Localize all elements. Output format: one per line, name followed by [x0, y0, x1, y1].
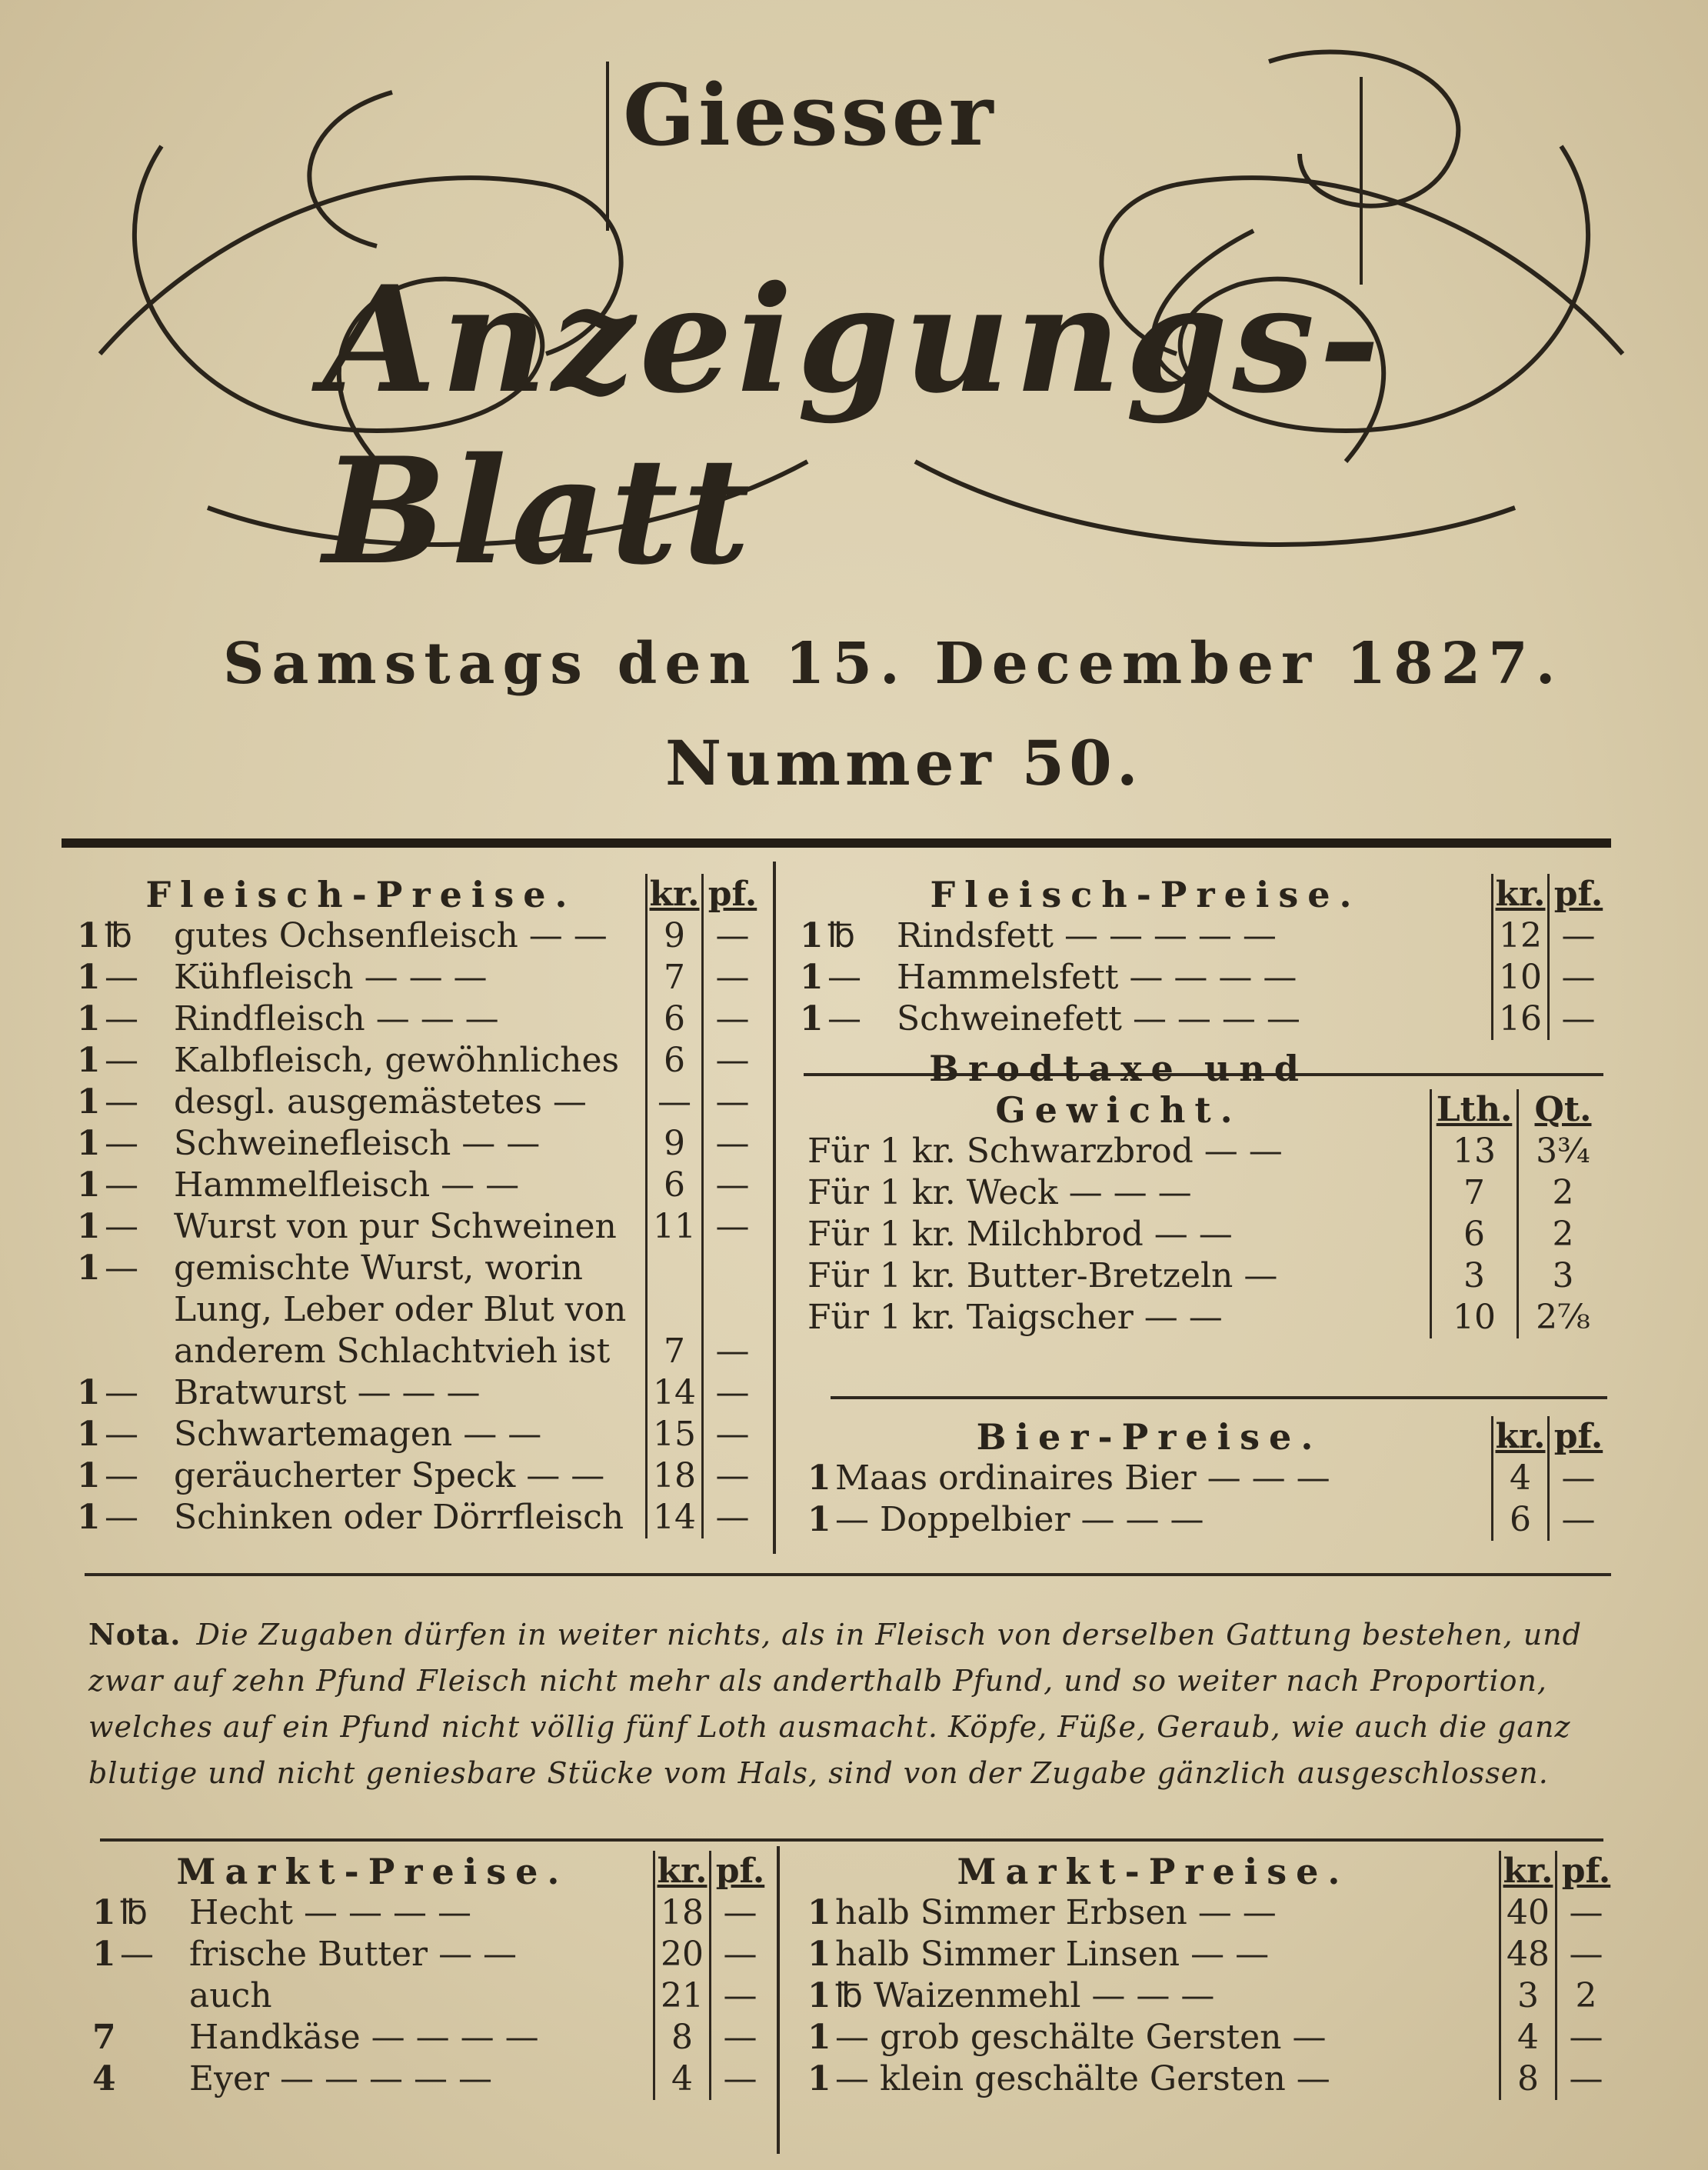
- row-weight-qt: 2: [1517, 1214, 1607, 1255]
- column-header-pf: pf.: [1547, 1416, 1607, 1458]
- table-row: [77, 1248, 761, 1289]
- column-header-kr: kr.: [1499, 1851, 1555, 1892]
- row-price-kr: 16: [1491, 998, 1547, 1040]
- market-prices-right-table: [807, 1846, 1615, 2100]
- table-row: [77, 998, 761, 1040]
- row-quantity: 1: [800, 999, 824, 1038]
- table-row: [77, 915, 761, 957]
- row-price-pf: [701, 1248, 761, 1289]
- column-header-pf: pf.: [701, 874, 761, 915]
- row-price-kr: 15: [645, 1414, 701, 1455]
- row-description: — klein geschälte Gersten —: [835, 2059, 1330, 2098]
- row-price-kr: 4: [653, 2058, 709, 2100]
- row-description: Schweinefleisch — —: [174, 1124, 541, 1163]
- row-price-pf: —: [701, 1082, 761, 1123]
- row-description: Lung, Leber oder Blut von: [174, 1290, 627, 1329]
- row-price-pf: —: [701, 957, 761, 998]
- table-heading: Bier-Preise.: [976, 1416, 1323, 1458]
- table-row: [807, 1255, 1607, 1297]
- row-description: Kalbfleisch, gewöhnliches: [174, 1041, 620, 1080]
- row-description: Hammelsfett — — — —: [897, 958, 1297, 997]
- row-price-pf: —: [701, 915, 761, 957]
- table-row: [807, 1975, 1615, 2017]
- row-quantity: 1: [77, 1124, 101, 1163]
- row-description: Wurst von pur Schweinen: [174, 1207, 617, 1246]
- row-price-pf: —: [701, 1165, 761, 1206]
- row-description: ℔ Waizenmehl — — —: [835, 1976, 1215, 2015]
- row-price-pf: —: [1547, 1499, 1607, 1541]
- row-price-pf: [701, 1289, 761, 1331]
- row-price-pf: —: [1547, 957, 1607, 998]
- row-unit: —: [105, 999, 138, 1038]
- row-weight-qt: 2⅞: [1517, 1297, 1607, 1338]
- beer-prices-table: [807, 1412, 1607, 1541]
- row-price-pf: —: [701, 1123, 761, 1165]
- row-description: Für 1 kr. Taigscher — —: [807, 1298, 1223, 1337]
- column-divider: [777, 1846, 780, 2154]
- column-header-pf: pf.: [709, 1851, 769, 1892]
- row-price-pf: —: [1555, 2058, 1615, 2100]
- row-price-kr: 3: [1499, 1975, 1555, 2017]
- table-row: [77, 1082, 761, 1123]
- row-quantity: 1: [807, 1935, 831, 1974]
- row-weight-lth: 13: [1430, 1131, 1517, 1172]
- row-description: Schweinefett — — — —: [897, 999, 1300, 1038]
- column-divider: [773, 862, 776, 1554]
- row-description: Bratwurst — — —: [174, 1373, 481, 1412]
- row-unit: —: [105, 1207, 138, 1246]
- nota-text: Die Zugaben dürfen in weiter nichts, als in Fleisch von derselben Gattung bestehen, und zwar auf zehn Pfund Fleisch nicht mehr als anderthalb Pfund, und so weiter nach Proportion, welches auf ein Pfund nicht völlig fünf Loth ausmacht. Köpfe, Füße, Geraub, wie auch die ganz blutige und nicht geniesbare Stücke vom Hals, sind von der Zugabe gänzlich ausgeschlossen.: [88, 1618, 1582, 1790]
- row-price-kr: 6: [645, 1165, 701, 1206]
- row-price-pf: —: [701, 1331, 761, 1372]
- row-quantity: 1: [800, 958, 824, 997]
- row-price-kr: —: [645, 1082, 701, 1123]
- table-heading: Markt-Preise.: [176, 1851, 569, 1892]
- row-price-kr: 18: [645, 1455, 701, 1497]
- row-unit: —: [105, 1165, 138, 1205]
- issue-number: Nummer 50.: [665, 727, 1143, 799]
- table-row: [807, 1934, 1615, 1975]
- row-price-pf: —: [1555, 1934, 1615, 1975]
- row-price-pf: —: [1547, 915, 1607, 957]
- meat-prices-right-table: [800, 869, 1607, 1040]
- table-row: [807, 1499, 1607, 1541]
- row-unit: —: [105, 1456, 138, 1495]
- row-quantity: 1: [807, 2059, 831, 2098]
- row-quantity: 1: [92, 1893, 116, 1932]
- column-header-kr: kr.: [1491, 1416, 1547, 1458]
- row-price-pf: —: [701, 998, 761, 1040]
- row-price-kr: 12: [1491, 915, 1547, 957]
- row-quantity: 1: [77, 1456, 101, 1495]
- row-weight-qt: 3¾: [1517, 1131, 1607, 1172]
- row-quantity: 1: [77, 1207, 101, 1246]
- table-row: [77, 1040, 761, 1082]
- row-price-kr: 9: [645, 915, 701, 957]
- rule-divider: [100, 1838, 1603, 1842]
- row-description: Kühfleisch — — —: [174, 958, 488, 997]
- bread-prices-table: [807, 1048, 1607, 1338]
- row-price-pf: —: [701, 1414, 761, 1455]
- table-row: [77, 1497, 761, 1538]
- table-row: [800, 957, 1607, 998]
- row-quantity: 1: [800, 916, 824, 955]
- column-header-lth: Lth.: [1430, 1089, 1517, 1131]
- column-header-pf: pf.: [1555, 1851, 1615, 1892]
- table-heading: Fleisch-Preise.: [930, 874, 1361, 915]
- row-description: gemischte Wurst, worin: [174, 1248, 583, 1288]
- row-price-kr: 48: [1499, 1934, 1555, 1975]
- row-quantity: 1: [77, 1041, 101, 1080]
- table-row: [92, 1934, 769, 1975]
- row-price-kr: 14: [645, 1497, 701, 1538]
- table-row: [807, 1892, 1615, 1934]
- table-row: [77, 957, 761, 998]
- row-unit: ℔: [105, 916, 132, 955]
- table-heading: Markt-Preise.: [957, 1851, 1350, 1892]
- issue-dateline: Samstags den 15. December 1827.: [223, 631, 1563, 697]
- row-price-pf: —: [709, 1892, 769, 1934]
- row-description: Für 1 kr. Butter-Bretzeln —: [807, 1256, 1278, 1295]
- column-header-kr: kr.: [1491, 874, 1547, 915]
- row-weight-lth: 10: [1430, 1297, 1517, 1338]
- row-unit: —: [120, 1935, 154, 1974]
- table-row: [77, 1165, 761, 1206]
- row-price-kr: [645, 1248, 701, 1289]
- table-row: [92, 1892, 769, 1934]
- meat-prices-left-table: [77, 869, 761, 1538]
- row-price-kr: 10: [1491, 957, 1547, 998]
- row-description: halb Simmer Linsen — —: [835, 1935, 1270, 1974]
- row-price-kr: 14: [645, 1372, 701, 1414]
- row-description: Hecht — — — —: [189, 1893, 472, 1932]
- row-price-kr: 6: [645, 1040, 701, 1082]
- row-price-kr: 8: [653, 2017, 709, 2058]
- row-weight-lth: 6: [1430, 1214, 1517, 1255]
- row-quantity: 1: [77, 1248, 101, 1288]
- row-unit: —: [827, 958, 861, 997]
- table-heading: Fleisch-Preise.: [145, 874, 577, 915]
- row-description: Rindfleisch — — —: [174, 999, 499, 1038]
- row-price-kr: 18: [653, 1892, 709, 1934]
- table-row: [92, 2058, 769, 2100]
- row-description: geräucherter Speck — —: [174, 1456, 605, 1495]
- row-description: Handkäse — — — —: [189, 2018, 539, 2057]
- row-price-kr: [645, 1289, 701, 1331]
- rule-divider: [831, 1396, 1607, 1399]
- row-price-pf: 2: [1555, 1975, 1615, 2017]
- row-price-kr: 20: [653, 1934, 709, 1975]
- table-row: [807, 1458, 1607, 1499]
- row-description: Maas ordinaires Bier — — —: [835, 1458, 1330, 1498]
- row-unit: —: [105, 1498, 138, 1537]
- table-row: [807, 2058, 1615, 2100]
- row-description: — grob geschälte Gersten —: [835, 2018, 1327, 2057]
- row-quantity: 1: [77, 1082, 101, 1122]
- table-row: [77, 1206, 761, 1248]
- column-header-kr: kr.: [645, 874, 701, 915]
- row-description: gutes Ochsenfleisch — —: [174, 916, 608, 955]
- row-description: Schinken oder Dörrfleisch: [174, 1498, 624, 1537]
- table-row: [807, 1131, 1607, 1172]
- row-quantity: 1: [807, 1893, 831, 1932]
- table-row: [92, 1975, 769, 2017]
- row-price-kr: 8: [1499, 2058, 1555, 2100]
- table-row: [77, 1414, 761, 1455]
- row-unit: ℔: [827, 916, 855, 955]
- market-prices-left-table: [92, 1846, 769, 2100]
- row-unit: —: [827, 999, 861, 1038]
- row-price-kr: 9: [645, 1123, 701, 1165]
- row-description: Schwartemagen — —: [174, 1415, 542, 1454]
- row-unit: ℔: [120, 1893, 148, 1932]
- row-description: — Doppelbier — — —: [835, 1500, 1204, 1539]
- row-quantity: 1: [807, 1976, 831, 2015]
- row-price-kr: 4: [1499, 2017, 1555, 2058]
- row-unit: —: [105, 1248, 138, 1288]
- row-description: Für 1 kr. Weck — — —: [807, 1173, 1192, 1212]
- row-description: desgl. ausgemästetes —: [174, 1082, 587, 1122]
- row-price-kr: 4: [1491, 1458, 1547, 1499]
- row-weight-qt: 2: [1517, 1172, 1607, 1214]
- table-row: [77, 1331, 761, 1372]
- row-quantity: 4: [92, 2059, 116, 2098]
- row-unit: —: [105, 1041, 138, 1080]
- section-divider-top: [62, 838, 1611, 848]
- row-quantity: 1: [77, 1373, 101, 1412]
- table-row: [77, 1455, 761, 1497]
- row-price-pf: —: [1555, 2017, 1615, 2058]
- row-unit: —: [105, 1415, 138, 1454]
- row-description: Eyer — — — — —: [189, 2059, 492, 2098]
- row-description: Für 1 kr. Schwarzbrod — —: [807, 1132, 1283, 1171]
- row-description: Rindsfett — — — — —: [897, 916, 1277, 955]
- table-heading: Brodtaxe und Gewicht.: [929, 1048, 1308, 1131]
- row-unit: —: [105, 1373, 138, 1412]
- row-unit: —: [105, 1082, 138, 1122]
- table-row: [77, 1123, 761, 1165]
- row-price-pf: —: [701, 1372, 761, 1414]
- table-row: [800, 998, 1607, 1040]
- table-row: [807, 1172, 1607, 1214]
- row-quantity: 1: [77, 916, 101, 955]
- row-price-pf: —: [701, 1040, 761, 1082]
- row-weight-lth: 3: [1430, 1255, 1517, 1297]
- row-price-kr: 11: [645, 1206, 701, 1248]
- nota-paragraph: [88, 1612, 1611, 1796]
- row-price-kr: 7: [645, 957, 701, 998]
- row-description: frische Butter — —: [189, 1935, 518, 1974]
- row-quantity: 1: [807, 1500, 831, 1539]
- table-row: [807, 1214, 1607, 1255]
- row-price-pf: —: [701, 1455, 761, 1497]
- column-header-qt: Qt.: [1517, 1089, 1607, 1131]
- row-price-pf: —: [1555, 1892, 1615, 1934]
- row-unit: —: [105, 1124, 138, 1163]
- masthead-city-name: Giesser: [623, 65, 997, 165]
- row-price-kr: 6: [645, 998, 701, 1040]
- table-row: [807, 1297, 1607, 1338]
- row-quantity: 1: [77, 1415, 101, 1454]
- row-quantity: 1: [77, 1498, 101, 1537]
- row-weight-lth: 7: [1430, 1172, 1517, 1214]
- table-row: [77, 1372, 761, 1414]
- row-unit: —: [105, 958, 138, 997]
- row-price-pf: —: [709, 1934, 769, 1975]
- nota-label: Nota.: [88, 1617, 181, 1652]
- row-price-pf: —: [709, 1975, 769, 2017]
- row-weight-qt: 3: [1517, 1255, 1607, 1297]
- row-price-pf: —: [701, 1497, 761, 1538]
- row-quantity: 1: [92, 1935, 116, 1974]
- masthead-title: Anzeigungs-Blatt: [323, 254, 1385, 597]
- table-row: [77, 1289, 761, 1331]
- row-quantity: 1: [77, 999, 101, 1038]
- row-price-pf: —: [709, 2058, 769, 2100]
- row-price-pf: —: [709, 2017, 769, 2058]
- row-description: auch: [189, 1976, 272, 2015]
- row-quantity: 1: [77, 958, 101, 997]
- row-description: Für 1 kr. Milchbrod — —: [807, 1215, 1233, 1254]
- row-price-kr: 6: [1491, 1499, 1547, 1541]
- row-quantity: 1: [77, 1165, 101, 1205]
- table-row: [800, 915, 1607, 957]
- row-price-pf: —: [1547, 1458, 1607, 1499]
- table-row: [807, 2017, 1615, 2058]
- column-header-kr: kr.: [653, 1851, 709, 1892]
- row-quantity: 7: [92, 2018, 116, 2057]
- row-price-pf: —: [1547, 998, 1607, 1040]
- column-header-pf: pf.: [1547, 874, 1607, 915]
- row-quantity: 1: [807, 2018, 831, 2057]
- row-description: Hammelfleisch — —: [174, 1165, 520, 1205]
- row-quantity: 1: [807, 1458, 831, 1498]
- row-price-kr: 21: [653, 1975, 709, 2017]
- row-description: halb Simmer Erbsen — —: [835, 1893, 1277, 1932]
- rule-divider: [85, 1573, 1611, 1576]
- row-price-kr: 7: [645, 1331, 701, 1372]
- row-price-pf: —: [701, 1206, 761, 1248]
- row-price-kr: 40: [1499, 1892, 1555, 1934]
- table-row: [92, 2017, 769, 2058]
- row-description: anderem Schlachtvieh ist: [174, 1332, 611, 1371]
